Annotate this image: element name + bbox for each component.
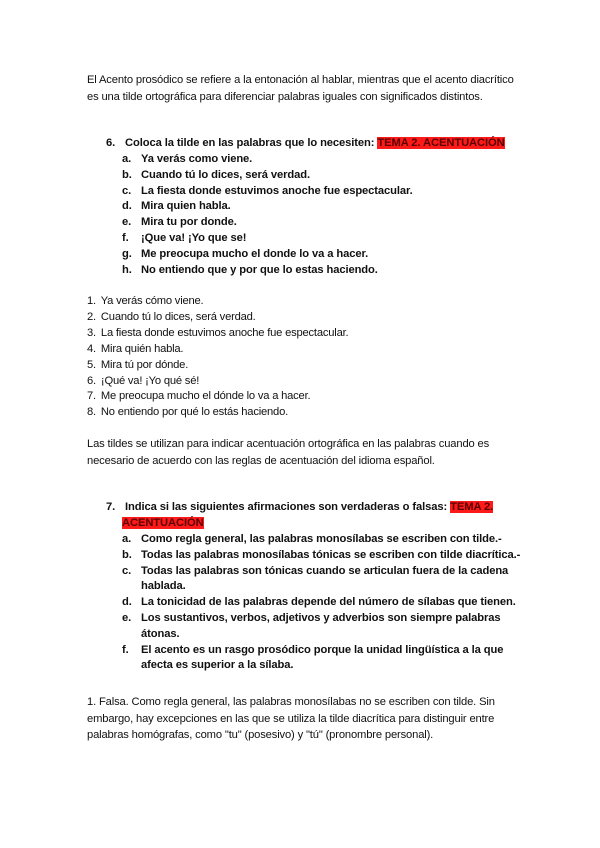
question-7-heading [106,500,526,516]
question-6-text: Coloca la tilde en las palabras que lo necesiten: [125,137,375,149]
question-7-tag-line2: ACENTUACIÓN [122,517,204,529]
list-item: f. El acento es un rasgo prosódico porque la unidad lingüística a la que afecta es superior a la sílaba. [122,643,504,672]
list-item: c. La fiesta donde estuvimos anoche fue espectacular. [122,184,413,197]
question-7-text: Indica si las siguientes afirmaciones son verdaderas o falsas: [125,501,448,513]
question-7-number: 7. [106,501,116,513]
question-6-items [122,152,522,278]
question-7-answer-1: 1. Falsa. Como regla general, las palabras monosílabas no se escriben con tilde. Sin embargo, hay excepciones en las que se utiliza la tilde diacrítica para distinguir entre palabras homógrafas, como "tu" (posesivo) y "tú" (pronombre personal). [87,696,495,741]
list-item: d. La tonicidad de las palabras depende del número de sílabas que tienen. [122,596,516,609]
answer-item: 1. Ya verás cómo viene. [87,295,204,307]
question-7-tag-line1: TEMA 2. [450,501,494,513]
list-item: h. No entiendo que y por que lo estas haciendo. [122,263,378,276]
list-item: c. Todas las palabras son tónicas cuando se articulan fuera de la cadena hablada. [122,564,509,593]
question-6-heading [106,136,526,152]
question-6-tag: TEMA 2. ACENTUACIÓN [377,137,505,149]
answer-item: 3. La fiesta donde estuvimos anoche fue espectacular. [87,326,349,339]
list-item: b. Cuando tú lo dices, será verdad. [122,168,311,181]
answer-item: 7. Me preocupa mucho el dónde lo va a hacer. [87,390,311,403]
list-item: e. Los sustantivos, verbos, adjetivos y adverbios son siempre palabras átonas. [122,611,501,640]
list-item: f. ¡Que va! ¡Yo que se! [122,231,247,244]
answer-item: 5. Mira tú por dónde. [87,358,189,371]
list-item: a. Ya verás como viene. [122,153,253,165]
answer-item: 6. ¡Qué va! ¡Yo qué sé! [87,374,200,387]
answer-item: 8. No entiendo por qué lo estás haciendo. [87,406,288,419]
question-7-tag-line2-row [122,516,542,532]
answer-item: 4. Mira quién habla. [87,342,184,355]
list-item: d. Mira quien habla. [122,200,231,213]
conclusion-paragraph: Las tildes se utilizan para indicar acentuación ortográfica en las palabras cuando es necesario de acuerdo con las reglas de acentuación del idioma español. [87,438,490,467]
list-item: e. Mira tu por donde. [122,216,237,229]
question-6-answers [87,294,527,421]
question-6-number: 6. [106,137,116,149]
list-item: b. Todas las palabras monosílabas tónicas se escriben con tilde diacrítica.- [122,548,521,561]
intro-paragraph: El Acento prosódico se refiere a la entonación al hablar, mientras que el acento diacrítico es una tilde ortográfica para diferenciar palabras iguales con significados distintos. [87,74,514,103]
list-item: g. Me preocupa mucho el donde lo va a hacer. [122,247,369,260]
list-item: a. Como regla general, las palabras monosílabas se escriben con tilde.- [122,533,502,545]
answer-item: 2. Cuando tú lo dices, será verdad. [87,310,256,323]
question-7-items [122,532,522,674]
